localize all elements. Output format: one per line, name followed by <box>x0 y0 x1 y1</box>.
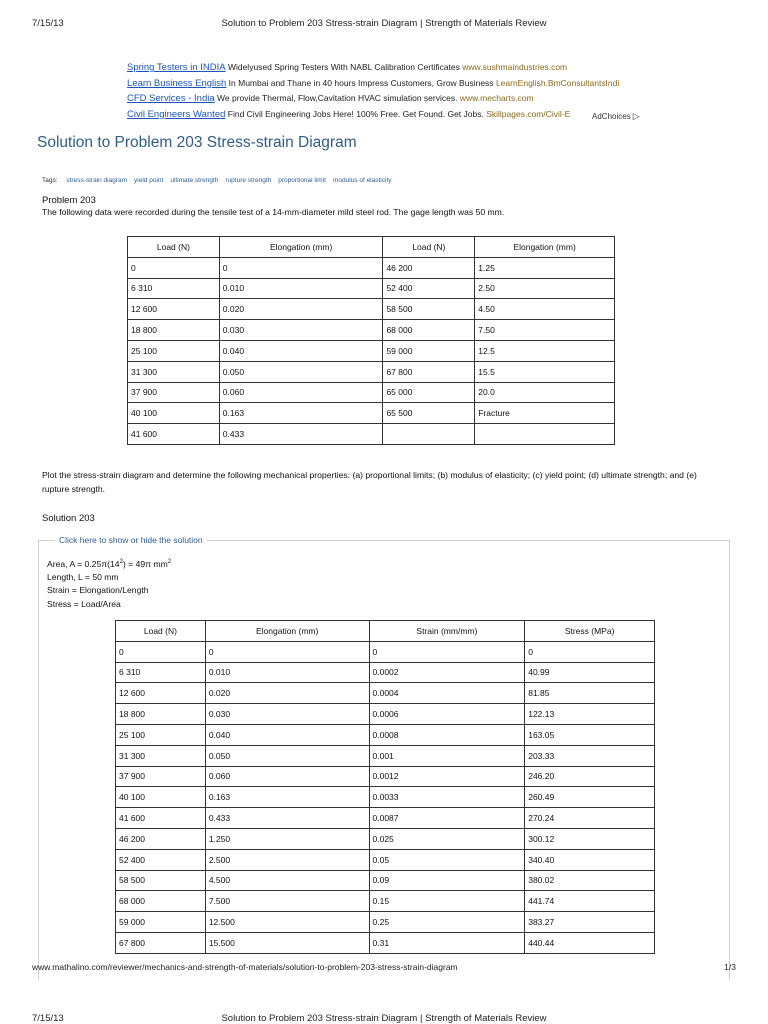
table-cell: 81.85 <box>525 683 655 704</box>
tag-link[interactable]: stress-strain diagram <box>66 177 128 184</box>
table-cell: 0.0012 <box>369 766 525 787</box>
table-cell: 4.500 <box>205 870 369 891</box>
tag-link[interactable]: proportional limit <box>278 177 326 184</box>
ad-title-link[interactable]: CFD Services - India <box>127 93 215 104</box>
table-row <box>128 320 615 341</box>
table-row <box>116 766 655 787</box>
table-cell: 0.163 <box>219 403 383 424</box>
table-cell: 0.15 <box>369 891 525 912</box>
table-cell: 0.0087 <box>369 808 525 829</box>
table-cell: 58 500 <box>383 299 475 320</box>
table-row <box>116 787 655 808</box>
table-cell: 0 <box>116 641 206 662</box>
table-cell: 0.050 <box>219 361 383 382</box>
column-header: Elongation (mm) <box>219 237 383 258</box>
table-cell <box>475 424 615 445</box>
table-cell: 68 000 <box>116 891 206 912</box>
table-cell: 46 200 <box>383 257 475 278</box>
table-row <box>116 724 655 745</box>
print-footer <box>32 962 736 976</box>
table-row <box>128 424 615 445</box>
table-cell: 0.020 <box>205 683 369 704</box>
table-row <box>128 340 615 361</box>
table-cell: 0 <box>369 641 525 662</box>
table-cell: 7.500 <box>205 891 369 912</box>
table-cell: 25 100 <box>128 340 220 361</box>
tag-link[interactable]: modulus of elasticity <box>332 177 392 184</box>
tag-link[interactable]: ultimate strength <box>170 177 219 184</box>
table-cell: 0.31 <box>369 932 525 953</box>
table-cell: 203.33 <box>525 745 655 766</box>
table-cell: 0.040 <box>219 340 383 361</box>
table-cell: 52 400 <box>116 849 206 870</box>
table-cell: 40.99 <box>525 662 655 683</box>
table-cell: 0.060 <box>219 382 383 403</box>
table-cell: 4.50 <box>475 299 615 320</box>
ad-title-link[interactable]: Civil Engineers Wanted <box>127 108 226 120</box>
table-row <box>116 828 655 849</box>
ad-url[interactable]: www.mecharts.com <box>459 93 534 103</box>
column-header: Load (N) <box>128 237 220 258</box>
table-cell: 37 900 <box>116 766 206 787</box>
table-cell: 15.5 <box>475 361 615 382</box>
table-cell: 40 100 <box>116 787 206 808</box>
table-row <box>116 808 655 829</box>
problem-label: Problem 203 <box>42 195 96 206</box>
ad-row <box>127 76 647 92</box>
table-cell <box>383 424 475 445</box>
table-cell: 260.49 <box>525 787 655 808</box>
table-cell: 0.001 <box>369 745 525 766</box>
table-cell: 441.74 <box>525 891 655 912</box>
stress-formula: Stress = Load/Area <box>47 598 121 609</box>
table-cell: 52 400 <box>383 278 475 299</box>
strain-formula: Strain = Elongation/Length <box>47 585 149 596</box>
table-row <box>116 891 655 912</box>
table-row <box>116 704 655 725</box>
ad-url[interactable]: www.sushmaindustries.com <box>462 62 568 72</box>
table-cell: 25 100 <box>116 724 206 745</box>
table-cell: 0 <box>128 257 220 278</box>
table-cell: 40 100 <box>128 403 220 424</box>
table-cell: 7.50 <box>475 320 615 341</box>
table-cell: 41 600 <box>128 424 220 445</box>
table-cell: 0.0004 <box>369 683 525 704</box>
column-header: Strain (mm/mm) <box>369 621 525 642</box>
table-cell: 0.05 <box>369 849 525 870</box>
table-cell: 0.050 <box>205 745 369 766</box>
toggle-solution-link[interactable]: Click here to show or hide the solution <box>55 535 207 545</box>
ad-url[interactable]: Skillpages.com/Civil-E <box>486 108 571 119</box>
tags-label: Tags: <box>42 177 58 184</box>
page-number: 1/3 <box>724 962 736 972</box>
table-cell: 12.500 <box>205 912 369 933</box>
table-row <box>128 403 615 424</box>
print-header <box>32 18 736 32</box>
adchoices-link[interactable] <box>592 111 640 122</box>
table-cell: 2.500 <box>205 849 369 870</box>
table-cell: 380.02 <box>525 870 655 891</box>
tag-link[interactable]: yield point <box>134 177 164 184</box>
data-table <box>127 236 615 445</box>
table-cell: 383.27 <box>525 912 655 933</box>
table-cell: 0 <box>219 257 383 278</box>
table-cell: 12 600 <box>128 299 220 320</box>
table-cell: 0.0008 <box>369 724 525 745</box>
table-cell: 0.020 <box>219 299 383 320</box>
table-cell: 0.060 <box>205 766 369 787</box>
table-cell: 0.09 <box>369 870 525 891</box>
solution-formulas <box>47 556 171 611</box>
solution-label: Solution 203 <box>42 513 95 524</box>
table-row <box>116 849 655 870</box>
adchoices-icon: ▷ <box>632 111 640 121</box>
table-cell: 0.040 <box>205 724 369 745</box>
tags-row <box>42 177 392 184</box>
table-cell: 0.25 <box>369 912 525 933</box>
table-row <box>116 683 655 704</box>
tag-link[interactable]: rupture strength <box>225 177 272 184</box>
table-cell: 0.010 <box>205 662 369 683</box>
table-cell: 18 800 <box>116 704 206 725</box>
table-cell: 6 310 <box>116 662 206 683</box>
table-cell: 18 800 <box>128 320 220 341</box>
print-header-next-page <box>32 1013 736 1024</box>
ad-row <box>127 107 647 123</box>
ad-block <box>127 60 647 122</box>
table-row <box>128 278 615 299</box>
ad-row <box>127 60 647 76</box>
solution-table <box>115 620 655 954</box>
table-cell: 1.25 <box>475 257 615 278</box>
table-cell: 0.163 <box>205 787 369 808</box>
plot-instructions: Plot the stress-strain diagram and determine the following mechanical properties: (a) proportional limits; (b) modulus of elasticity; (c) yield point; (d) ultimate strength; and (e) rupture strength. <box>42 470 697 494</box>
table-cell: 67 800 <box>383 361 475 382</box>
table-row <box>128 299 615 320</box>
page-title: Solution to Problem 203 Stress-strain Diagram <box>37 134 357 151</box>
column-header: Load (N) <box>383 237 475 258</box>
table-cell: 0.030 <box>205 704 369 725</box>
footer-url: www.mathalino.com/reviewer/mechanics-and-strength-of-materials/solution-to-problem-203-stress-strain-diagram <box>32 962 458 972</box>
table-cell: 440.44 <box>525 932 655 953</box>
print-title: Solution to Problem 203 Stress-strain Diagram | Strength of Materials Review <box>221 18 547 29</box>
ad-title-link[interactable]: Learn Business English <box>127 77 227 89</box>
table-cell: 163.05 <box>525 724 655 745</box>
print-title: Solution to Problem 203 Stress-strain Diagram | Strength of Materials Review <box>221 1013 547 1024</box>
table-cell: 67 800 <box>116 932 206 953</box>
table-cell: 0.010 <box>219 278 383 299</box>
area-formula: Area, $A = 0.25\pi(14^2) = 49\pi$ $mm^2$ <box>47 558 172 569</box>
table-row <box>116 870 655 891</box>
table-row <box>128 361 615 382</box>
ad-description: Widelyused Spring Testers With NABL Calibration Certificates <box>227 62 460 72</box>
table-cell: 20.0 <box>475 382 615 403</box>
table-cell: 0.433 <box>219 424 383 445</box>
ad-description: In Mumbai and Thane in 40 hours Impress Customers, Grow Business <box>228 77 494 88</box>
table-cell: 65 000 <box>383 382 475 403</box>
table-row <box>128 257 615 278</box>
table-cell: 65 500 <box>383 403 475 424</box>
table-cell: 340.40 <box>525 849 655 870</box>
table-cell: 1.250 <box>205 828 369 849</box>
table-cell: 2.50 <box>475 278 615 299</box>
print-date: 7/15/13 <box>32 18 64 29</box>
table-row <box>116 745 655 766</box>
table-cell: 46 200 <box>116 828 206 849</box>
table-row <box>116 662 655 683</box>
table-cell: 0.025 <box>369 828 525 849</box>
ad-description: Find Civil Engineering Jobs Here! 100% Free. Get Found. Get Jobs. <box>227 108 484 119</box>
table-cell: 0.0033 <box>369 787 525 808</box>
table-row <box>116 912 655 933</box>
table-row <box>116 932 655 953</box>
adchoices-label: AdChoices <box>592 112 631 121</box>
table-cell: 58 500 <box>116 870 206 891</box>
table-cell: 68 000 <box>383 320 475 341</box>
column-header: Load (N) <box>116 621 206 642</box>
table-cell: 122.13 <box>525 704 655 725</box>
column-header: Elongation (mm) <box>475 237 615 258</box>
table-cell: 6 310 <box>128 278 220 299</box>
table-cell: 37 900 <box>128 382 220 403</box>
table-cell: 31 300 <box>128 361 220 382</box>
length-formula: Length, L = 50 mm <box>47 572 119 583</box>
ad-url[interactable]: LearnEnglish.BmConsultantsIndi <box>495 77 620 88</box>
table-cell: 300.12 <box>525 828 655 849</box>
table-cell: 270.24 <box>525 808 655 829</box>
column-header: Stress (MPa) <box>525 621 655 642</box>
print-date: 7/15/13 <box>32 1013 64 1024</box>
table-cell: 41 600 <box>116 808 206 829</box>
table-cell: 246.20 <box>525 766 655 787</box>
table-cell: Fracture <box>475 403 615 424</box>
ad-row <box>127 91 647 107</box>
column-header: Elongation (mm) <box>205 621 369 642</box>
ad-title-link[interactable]: Spring Testers in INDIA <box>127 62 226 73</box>
problem-text: The following data were recorded during the tensile test of a 14-mm-diameter mild steel rod. The gage length was 50 mm. <box>42 207 505 217</box>
table-cell: 0.030 <box>219 320 383 341</box>
table-cell: 0 <box>205 641 369 662</box>
table-cell: 15.500 <box>205 932 369 953</box>
table-row <box>116 641 655 662</box>
table-cell: 0.433 <box>205 808 369 829</box>
table-cell: 59 000 <box>116 912 206 933</box>
table-cell: 0.0006 <box>369 704 525 725</box>
table-row <box>128 382 615 403</box>
ad-description: We provide Thermal, Flow,Cavitation HVAC simulation services. <box>217 93 458 103</box>
table-cell: 0.0002 <box>369 662 525 683</box>
table-cell: 31 300 <box>116 745 206 766</box>
table-cell: 0 <box>525 641 655 662</box>
table-cell: 59 000 <box>383 340 475 361</box>
table-cell: 12 600 <box>116 683 206 704</box>
table-cell: 12.5 <box>475 340 615 361</box>
